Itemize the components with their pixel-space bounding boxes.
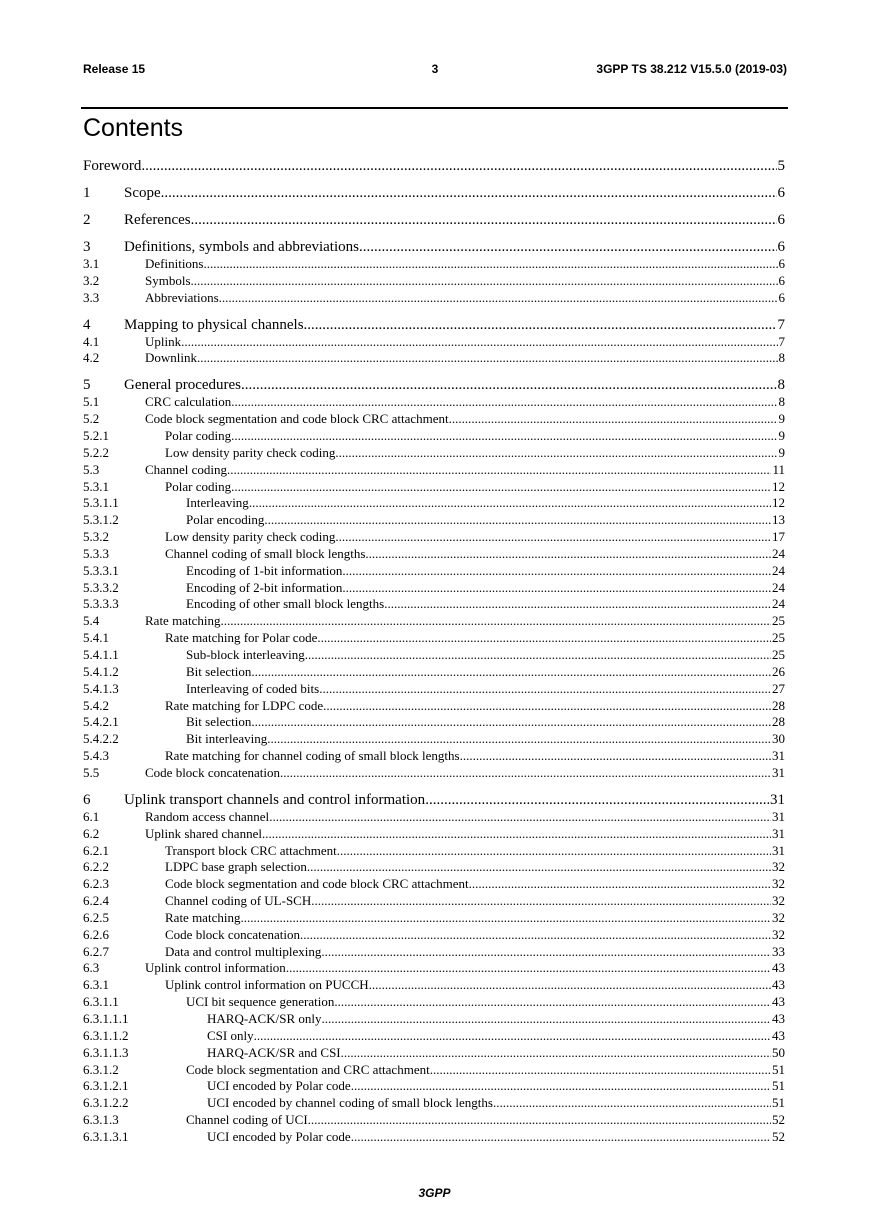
toc-entry-number: 6.1 <box>83 808 100 824</box>
toc-entry-page: 7 <box>777 316 785 333</box>
toc-entry-page: 24 <box>772 545 785 561</box>
toc-entry-title: Interleaving <box>186 495 249 511</box>
toc-entry-number: 6.3.1.1.3 <box>83 1044 129 1060</box>
toc-leader-dots <box>191 273 778 289</box>
toc-entry-number: 5.4.1.3 <box>83 680 119 696</box>
toc-leader-dots <box>240 910 771 926</box>
toc-leader-dots <box>300 927 771 943</box>
toc-entry[interactable] <box>83 994 785 1011</box>
toc-entry[interactable] <box>83 765 785 782</box>
toc-entry[interactable] <box>83 512 785 529</box>
toc-entry[interactable] <box>83 977 785 994</box>
toc-entry[interactable] <box>83 630 785 647</box>
toc-entry-title: Polar coding <box>165 478 232 494</box>
toc-entry[interactable] <box>83 580 785 597</box>
toc-entry-number: 5.3.3 <box>83 545 109 561</box>
toc-entry-page: 43 <box>772 994 785 1010</box>
toc-entry-number: 6.2.5 <box>83 909 109 925</box>
header-rule <box>81 107 788 109</box>
toc-entry-number: 6.3.1.2.2 <box>83 1095 129 1111</box>
toc-entry-number: 5.3.3.3 <box>83 596 119 612</box>
toc-entry-number: 5.5 <box>83 764 100 780</box>
toc-entry-page: 9 <box>778 411 785 427</box>
toc-entry-title: Encoding of other small block lengths <box>186 596 385 612</box>
toc-leader-dots <box>249 495 771 511</box>
toc-entry-page: 43 <box>772 977 785 993</box>
page-number: 3 <box>431 62 439 76</box>
toc-entry[interactable] <box>83 792 785 809</box>
toc-entry[interactable] <box>83 212 785 229</box>
toc-leader-dots <box>308 1112 771 1128</box>
toc-entry-page: 24 <box>772 579 785 595</box>
toc-entry[interactable] <box>83 1129 785 1146</box>
toc-entry-page: 25 <box>772 647 785 662</box>
toc-entry-page: 8 <box>778 394 785 410</box>
toc-entry-page: 26 <box>772 663 785 679</box>
toc-entry-number: 5.4.1.2 <box>83 663 119 679</box>
toc-entry-page: 51 <box>772 1078 785 1094</box>
toc-entry[interactable] <box>83 563 785 580</box>
toc-entry-page: 25 <box>772 630 785 646</box>
toc-leader-dots <box>231 394 777 410</box>
toc-leader-dots <box>425 792 769 809</box>
toc-entry-page: 17 <box>772 529 785 545</box>
toc-entry-page: 52 <box>772 1112 785 1128</box>
toc-entry-number: 5.4.2.1 <box>83 714 119 730</box>
toc-entry-number: 5.3 <box>83 461 100 477</box>
toc-entry-page: 6 <box>778 272 785 288</box>
toc-entry-page: 32 <box>772 909 785 925</box>
toc-entry-title: LDPC base graph selection <box>165 859 307 875</box>
toc-entry-page: 24 <box>772 596 785 612</box>
toc-entry-number: 3.1 <box>83 256 100 271</box>
toc-leader-dots <box>334 994 771 1010</box>
toc-leader-dots <box>335 529 771 545</box>
toc-entry-title: Rate matching for channel coding of small block lengths <box>165 748 460 764</box>
toc-entry-number: 6.2.1 <box>83 842 109 858</box>
toc-entry[interactable] <box>83 377 785 394</box>
toc-entry-number: 5.3.1.2 <box>83 512 119 528</box>
toc-entry-number: 6.2 <box>83 825 100 841</box>
toc-entry-number: 6.2.6 <box>83 926 109 942</box>
toc-entry-number: 3 <box>83 239 91 255</box>
toc-entry-title: General procedures <box>124 377 242 394</box>
toc-entry[interactable] <box>83 910 785 927</box>
toc-entry[interactable] <box>83 613 785 630</box>
toc-entry[interactable] <box>83 546 785 563</box>
toc-leader-dots <box>254 1028 771 1044</box>
toc-entry-title: Sub-block interleaving <box>186 647 305 662</box>
toc-entry-title: Uplink transport channels and control information <box>124 791 426 808</box>
toc-entry-page: 9 <box>778 444 785 460</box>
toc-entry[interactable] <box>83 273 785 290</box>
toc-entry-number: 6.2.3 <box>83 876 109 892</box>
toc-entry[interactable] <box>83 843 785 860</box>
toc-entry-title: Code block concatenation <box>145 764 281 780</box>
toc-entry-page: 6 <box>777 239 785 255</box>
toc-entry-title: Definitions <box>145 256 204 271</box>
toc-entry-number: 6.2.2 <box>83 859 109 875</box>
toc-entry-title: Symbols <box>145 272 191 288</box>
toc-entry-title: Bit interleaving <box>186 731 268 747</box>
toc-entry-number: 6.3.1.2 <box>83 1061 119 1077</box>
toc-entry-title: Code block segmentation and code block CRC attachment <box>145 411 449 427</box>
toc-entry[interactable] <box>83 681 785 698</box>
toc-leader-dots <box>351 1078 771 1094</box>
toc-entry-page: 31 <box>772 842 785 858</box>
toc-entry-number: 6 <box>83 791 91 808</box>
toc-entry-number: 5.4 <box>83 613 100 629</box>
toc-leader-dots <box>267 731 771 747</box>
toc-entry[interactable] <box>83 647 785 664</box>
toc-entry[interactable] <box>83 411 785 428</box>
toc-entry-page: 6 <box>778 256 785 271</box>
toc-entry-number: 5.3.3.1 <box>83 562 119 578</box>
toc-entry-page: 31 <box>770 791 785 808</box>
toc-leader-dots <box>191 212 777 229</box>
toc-entry-page: 50 <box>772 1044 785 1060</box>
toc-leader-dots <box>317 630 771 646</box>
toc-entry-number: 6.3.1.1.1 <box>83 1011 129 1026</box>
toc-leader-dots <box>493 1095 771 1111</box>
toc-entry[interactable] <box>83 479 785 496</box>
toc-entry-title: CSI only <box>207 1027 254 1043</box>
toc-entry-title: Interleaving of coded bits <box>186 680 320 696</box>
toc-entry-title: UCI encoded by Polar code <box>207 1078 351 1094</box>
toc-entry-title: UCI bit sequence generation <box>186 994 335 1010</box>
toc-entry-page: 28 <box>772 714 785 730</box>
toc-entry-title: Rate matching <box>145 613 221 629</box>
toc-entry[interactable] <box>83 529 785 546</box>
toc-leader-dots <box>359 239 777 256</box>
toc-entry-number: 4 <box>83 316 91 333</box>
toc-entry-number: 5.1 <box>83 394 100 410</box>
toc-entry[interactable] <box>83 859 785 876</box>
release-label: Release 15 <box>83 62 146 76</box>
toc-leader-dots <box>322 1011 772 1027</box>
page-footer: 3GPP <box>418 1186 451 1200</box>
toc-entry[interactable] <box>83 876 785 893</box>
toc-entry-title: Scope <box>124 185 161 201</box>
toc-entry-title: Uplink control information on PUCCH <box>165 977 369 993</box>
toc-entry-number: 5.4.1.1 <box>83 647 119 662</box>
toc-entry[interactable] <box>83 428 785 445</box>
toc-entry-page: 25 <box>772 613 785 629</box>
toc-leader-dots <box>161 185 777 202</box>
toc-entry-title: Channel coding of small block lengths <box>165 545 366 561</box>
toc-entry-title: Bit selection <box>186 714 252 730</box>
toc-entry[interactable] <box>83 462 785 479</box>
toc-entry[interactable] <box>83 664 785 681</box>
toc-entry-number: 6.3.1 <box>83 977 109 993</box>
toc-leader-dots <box>280 765 771 781</box>
toc-entry-page: 32 <box>772 876 785 892</box>
toc-entry-page: 33 <box>772 943 785 959</box>
toc-entry-number: 5 <box>83 377 91 394</box>
toc-entry-number: 5.2.1 <box>83 427 109 443</box>
toc-entry-number: 1 <box>83 185 91 201</box>
toc-entry-number: 4.1 <box>83 333 100 349</box>
toc-entry-page: 52 <box>772 1128 785 1144</box>
toc-leader-dots <box>264 512 771 528</box>
document-id: 3GPP TS 38.212 V15.5.0 (2019-03) <box>596 62 787 76</box>
toc-entry-page: 31 <box>772 808 785 824</box>
toc-entry-page: 24 <box>772 562 785 578</box>
toc-leader-dots <box>384 596 771 612</box>
toc-entry[interactable] <box>83 960 785 977</box>
toc-leader-dots <box>286 960 771 976</box>
toc-leader-dots <box>305 647 771 663</box>
toc-entry[interactable] <box>83 596 785 613</box>
toc-leader-dots <box>337 843 771 859</box>
toc-leader-dots <box>365 546 771 562</box>
toc-entry-number: 6.3 <box>83 960 100 976</box>
toc-entry[interactable] <box>83 495 785 512</box>
toc-entry[interactable] <box>83 1062 785 1079</box>
toc-entry-number: 6.3.1.1 <box>83 994 119 1010</box>
toc-entry[interactable] <box>83 394 785 411</box>
toc-entry-title: Rate matching for Polar code <box>165 630 318 646</box>
toc-entry-number: 6.3.1.3.1 <box>83 1128 129 1144</box>
toc-entry-number: 3.3 <box>83 289 100 305</box>
toc-entry-number: 5.2 <box>83 411 100 427</box>
toc-leader-dots <box>197 350 778 366</box>
toc-entry-number: 3.2 <box>83 272 100 288</box>
toc-entry-page: 43 <box>772 960 785 976</box>
toc-entry-title: Downlink <box>145 350 197 366</box>
toc-entry[interactable] <box>83 256 785 273</box>
toc-entry-page: 13 <box>772 512 785 528</box>
toc-entry-page: 31 <box>772 764 785 780</box>
toc-entry-number: 6.3.1.3 <box>83 1112 119 1128</box>
toc-entry-number: 6.3.1.1.2 <box>83 1027 129 1043</box>
toc-entry[interactable] <box>83 239 785 256</box>
toc-entry[interactable] <box>83 714 785 731</box>
toc-entry-page: 8 <box>777 377 785 394</box>
toc-entry-number: 2 <box>83 212 91 228</box>
toc-entry-number: 5.4.3 <box>83 748 109 764</box>
toc-entry[interactable] <box>83 1011 785 1028</box>
toc-entry-page: 43 <box>772 1027 785 1043</box>
toc-entry[interactable] <box>83 826 785 843</box>
toc-entry[interactable] <box>83 698 785 715</box>
toc-entry-title: Uplink shared channel <box>145 825 262 841</box>
toc-entry-number: 6.2.4 <box>83 893 109 909</box>
toc-entry[interactable] <box>83 927 785 944</box>
toc-entry[interactable] <box>83 731 785 748</box>
toc-leader-dots <box>241 377 776 394</box>
toc-entry-title: Low density parity check coding <box>165 529 336 545</box>
toc-leader-dots <box>227 462 772 478</box>
toc-leader-dots <box>251 714 771 730</box>
toc-entry-title: Transport block CRC attachment <box>165 842 337 858</box>
toc-leader-dots <box>323 698 771 714</box>
toc-entry-page: 28 <box>772 697 785 713</box>
toc-entry-title: Rate matching <box>165 909 241 925</box>
toc-entry[interactable] <box>83 185 785 202</box>
toc-entry-page: 51 <box>772 1095 785 1111</box>
toc-entry[interactable] <box>83 1112 785 1129</box>
toc-entry-title: Uplink <box>145 333 182 349</box>
toc-entry-title: Data and control multiplexing <box>165 943 322 959</box>
toc-entry-page: 32 <box>772 859 785 875</box>
toc-entry-title: Code block segmentation and code block CRC attachment <box>165 876 469 892</box>
toc-entry-title: CRC calculation <box>145 394 232 410</box>
toc-entry-title: HARQ-ACK/SR only <box>207 1011 322 1026</box>
toc-entry-title: Foreword <box>83 158 142 174</box>
toc-entry-page: 51 <box>772 1061 785 1077</box>
toc-leader-dots <box>219 290 778 306</box>
toc-entry-title: References <box>124 212 191 228</box>
toc-entry-title: Channel coding of UCI <box>186 1112 308 1128</box>
toc-entry-page: 12 <box>772 495 785 511</box>
toc-entry-number: 6.2.7 <box>83 943 109 959</box>
toc-entry[interactable] <box>83 893 785 910</box>
toc-entry[interactable] <box>83 158 785 175</box>
toc-entry-title: Low density parity check coding <box>165 444 336 460</box>
page-title: Contents <box>83 114 184 142</box>
toc-leader-dots <box>319 681 771 697</box>
toc-entry[interactable] <box>83 1078 785 1095</box>
toc-entry-number: 5.3.1 <box>83 478 109 494</box>
toc-entry-title: Random access channel <box>145 808 270 824</box>
toc-entry[interactable] <box>83 944 785 961</box>
toc-leader-dots <box>181 334 777 350</box>
page-header <box>83 62 787 78</box>
toc-leader-dots <box>231 428 777 444</box>
toc-entry-number: 4.2 <box>83 350 100 366</box>
toc-entry[interactable] <box>83 334 785 351</box>
toc-entry-title: Encoding of 1-bit information <box>186 562 343 578</box>
toc-entry-page: 30 <box>772 731 785 747</box>
toc-entry-title: Abbreviations <box>145 289 219 305</box>
toc-entry-title: Polar encoding <box>186 512 265 528</box>
toc-entry-page: 32 <box>772 926 785 942</box>
toc-leader-dots <box>204 256 778 272</box>
toc-leader-dots <box>369 977 771 993</box>
toc-leader-dots <box>341 1045 771 1061</box>
toc-entry-page: 9 <box>778 427 785 443</box>
toc-entry-title: Channel coding <box>145 461 227 477</box>
toc-entry[interactable] <box>83 445 785 462</box>
toc-entry-number: 5.3.1.1 <box>83 495 119 511</box>
toc-leader-dots <box>342 580 771 596</box>
toc-entry-page: 6 <box>777 212 785 228</box>
toc-entry[interactable] <box>83 350 785 367</box>
toc-leader-dots <box>231 479 771 495</box>
toc-entry-title: UCI encoded by Polar code <box>207 1128 351 1144</box>
toc-entry-title: Rate matching for LDPC code <box>165 697 324 713</box>
toc-entry-title: Code block segmentation and CRC attachment <box>186 1061 430 1077</box>
toc-entry-page: 5 <box>777 158 785 174</box>
toc-leader-dots <box>449 411 778 427</box>
toc-entry-number: 5.2.2 <box>83 444 109 460</box>
toc-entry-title: Polar coding <box>165 427 232 443</box>
toc-entry-page: 31 <box>772 825 785 841</box>
toc-entry-number: 5.3.3.2 <box>83 579 119 595</box>
toc-leader-dots <box>262 826 771 842</box>
toc-leader-dots <box>430 1062 771 1078</box>
toc-leader-dots <box>251 664 771 680</box>
toc-entry-page: 8 <box>778 350 785 366</box>
toc-entry[interactable] <box>83 1095 785 1112</box>
toc-entry-page: 6 <box>777 185 785 201</box>
toc-leader-dots <box>321 944 771 960</box>
toc-entry-title: Encoding of 2-bit information <box>186 579 343 595</box>
toc-entry[interactable] <box>83 317 785 334</box>
toc-leader-dots <box>304 317 777 334</box>
toc-entry-title: Definitions, symbols and abbreviations <box>124 239 359 255</box>
toc-entry-page: 31 <box>772 748 785 764</box>
toc-entry-title: HARQ-ACK/SR and CSI <box>207 1044 341 1060</box>
toc-entry-number: 5.3.2 <box>83 529 109 545</box>
toc-leader-dots <box>220 613 771 629</box>
toc-leader-dots <box>335 445 777 461</box>
toc-entry[interactable] <box>83 1045 785 1062</box>
toc-entry-page: 12 <box>772 478 785 494</box>
toc-leader-dots <box>351 1129 771 1145</box>
toc-entry-title: Code block concatenation <box>165 926 301 942</box>
toc-entry-number: 6.3.1.2.1 <box>83 1078 129 1094</box>
toc-entry-number: 5.4.2.2 <box>83 731 119 747</box>
toc-leader-dots <box>342 563 771 579</box>
toc-entry-title: Mapping to physical channels <box>124 316 304 333</box>
toc-entry-page: 43 <box>772 1011 785 1026</box>
toc-leader-dots <box>141 158 776 175</box>
toc-entry[interactable] <box>83 748 785 765</box>
toc-entry[interactable] <box>83 290 785 307</box>
toc-entry-page: 7 <box>778 333 785 349</box>
toc-entry-number: 5.4.1 <box>83 630 109 646</box>
toc-leader-dots <box>469 876 771 892</box>
toc-entry-title: Channel coding of UL-SCH <box>165 893 312 909</box>
toc-entry-title: Uplink control information <box>145 960 286 976</box>
toc-entry[interactable] <box>83 1028 785 1045</box>
toc-entry-number: 5.4.2 <box>83 697 109 713</box>
toc-entry[interactable] <box>83 809 785 826</box>
toc-entry-title: Bit selection <box>186 663 252 679</box>
toc-leader-dots <box>311 893 771 909</box>
toc-leader-dots <box>307 859 771 875</box>
toc-entry-page: 11 <box>772 461 785 477</box>
toc-entry-page: 27 <box>772 680 785 696</box>
toc-entry-page: 32 <box>772 893 785 909</box>
toc-entry-title: UCI encoded by channel coding of small block lengths <box>207 1095 493 1111</box>
toc-leader-dots <box>460 748 771 764</box>
toc-entry-page: 6 <box>778 289 785 305</box>
toc-leader-dots <box>269 809 771 825</box>
